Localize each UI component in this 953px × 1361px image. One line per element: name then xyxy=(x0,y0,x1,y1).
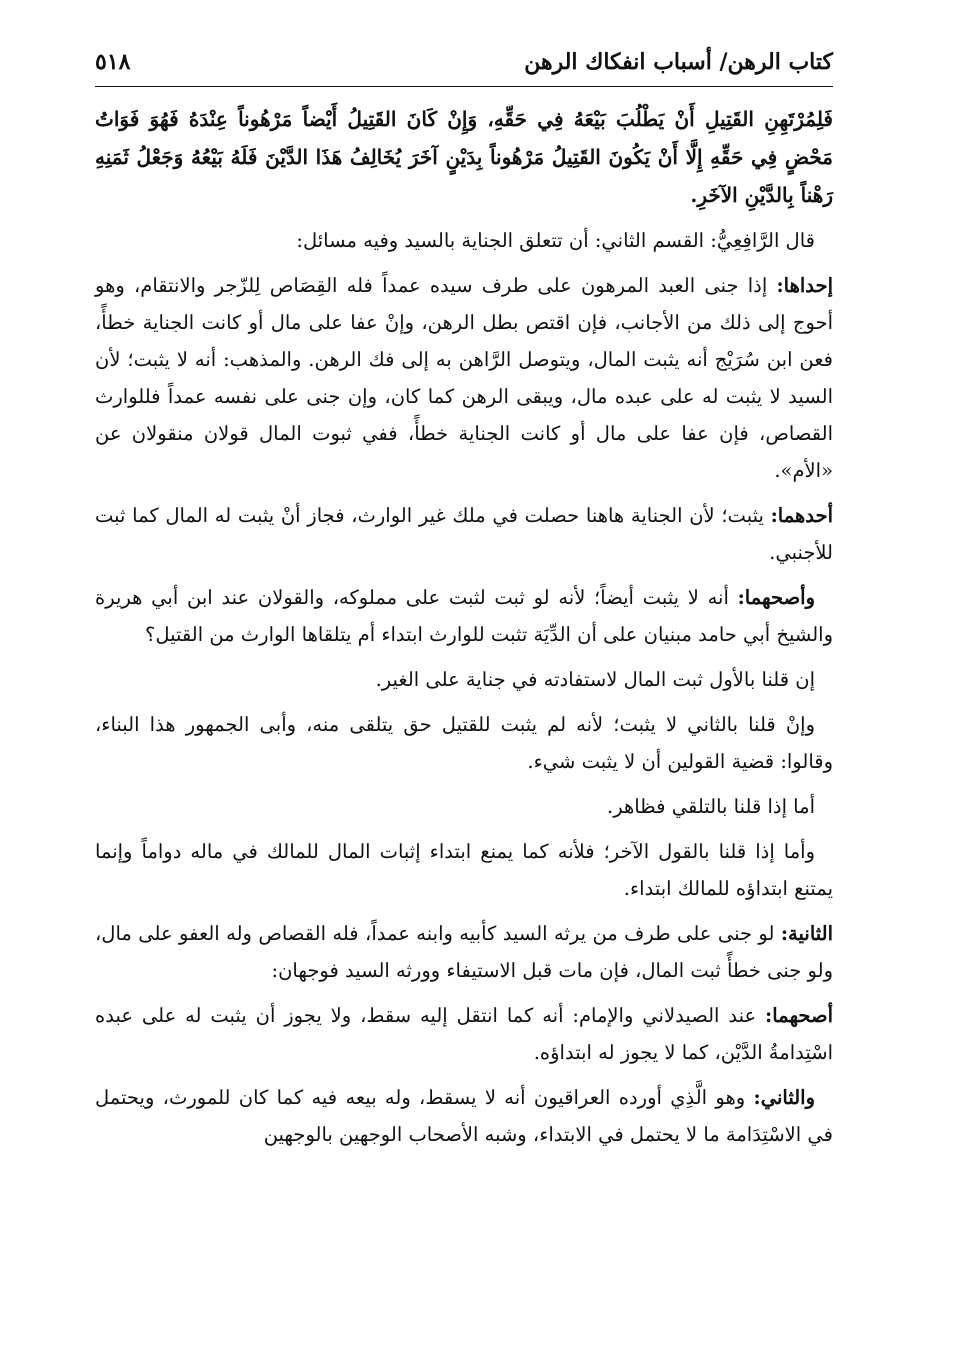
paragraph-text: وإنْ قلنا بالثاني لا يثبت؛ لأنه لم يثبت للقتيل حق يتلقى منه، وأبى الجمهور هذا البناء، وقالوا: قضية القولين أن لا يثبت شيء. xyxy=(95,713,833,773)
paragraph-text: عند الصيدلاني والإمام: أنه كما انتقل إليه سقط، ولا يجوز أن يثبت له على عبده اسْتِدامةُ الدَّيْن، كما لا يجوز له ابتداؤه. xyxy=(95,1004,833,1064)
paragraph xyxy=(95,661,833,698)
paragraph-text: وهو الَّذِي أورده العراقيون أنه لا يسقط، وله بيعه فيه كما كان للمورث، ويحتمل في الاسْتِدَامة ما لا يحتمل في الابتداء، وشبه الأصحاب الوجهين بالوجهين xyxy=(95,1086,833,1146)
paragraph xyxy=(95,222,833,259)
paragraph xyxy=(95,915,833,989)
paragraph xyxy=(95,267,833,489)
paragraph xyxy=(95,788,833,825)
running-title: كتاب الرهن/ أسباب انفكاك الرهن xyxy=(524,49,833,75)
paragraph-lead: أحدهما: xyxy=(770,504,833,527)
paragraph-lead: الثانية: xyxy=(780,922,834,945)
paragraph xyxy=(95,579,833,653)
paragraph-lead: والثاني: xyxy=(753,1086,815,1109)
paragraph xyxy=(95,497,833,571)
paragraph xyxy=(95,997,833,1071)
body-text xyxy=(95,100,833,1161)
quoted-text-paragraph xyxy=(95,100,833,214)
paragraph-text: لو جنى على طرف من يرثه السيد كأبيه وابنه عمداً، فله القصاص وله العفو على مال، ولو جنى خطأً ثبت المال، فإن مات قبل الاستيفاء وورثه السيد فوجهان: xyxy=(95,922,833,982)
paragraph xyxy=(95,706,833,780)
paragraph-lead: وأصحهما: xyxy=(737,586,815,609)
paragraph-text: أنه لا يثبت أيضاً؛ لأنه لو ثبت لثبت على مملوكه، والقولان عند ابن أبي هريرة والشيخ أبي حامد مبنيان على أن الدِّيَة تثبت للوارث ابتداء أم يتلقاها الوارث من القتيل؟ xyxy=(95,586,833,646)
paragraph xyxy=(95,833,833,907)
paragraph-text: أما إذا قلنا بالتلقي فظاهر. xyxy=(607,795,815,818)
page-header xyxy=(95,40,833,84)
paragraph xyxy=(95,1079,833,1153)
paragraph-lead: أصحهما: xyxy=(765,1004,833,1027)
paragraph-text: وأما إذا قلنا بالقول الآخر؛ فلأنه كما يمنع ابتداء إثبات المال للمالك في ماله دواماً وإنما يمتنع ابتداؤه للمالك ابتداء. xyxy=(95,840,833,900)
paragraph-text: إذا جنى العبد المرهون على طرف سيده عمداً فله القِصَاص لِلزّجر والانتقام، وهو أحوج إلى ذلك من الأجانب، فإن اقتص بطل الرهن، وإنْ عفا على مال أو كانت الجناية خطأً، فعن ابن سُرَيْج أنه يثبت المال، ويتوصل الرَّاهن به إلى فك الرهن. والمذهب: أنه لا يثبت؛ لأن السيد لا يثبت له على عبده مال، ويبقى الرهن كما كان، وإن جنى على نفسه عمداً فللوارث القصاص، فإن عفا على مال أو كانت الجناية خطأً، ففي ثبوت المال قولان منقولان عن «الأم». xyxy=(95,274,833,482)
paragraph-lead: إحداها: xyxy=(776,274,833,297)
paragraph-text: إن قلنا بالأول ثبت المال لاستفادته في جناية على الغير. xyxy=(375,668,815,691)
paragraph-text: يثبت؛ لأن الجناية هاهنا حصلت في ملك غير الوارث، فجاز أنْ يثبت له المال كما ثبت للأجنبي. xyxy=(95,504,833,564)
header-rule xyxy=(95,86,833,87)
paragraph-text: فَلِمُرْتَهِنِ القَتِيلِ أَنْ يَطْلُبَ بَيْعَهُ فِي حَقِّهِ، وَإِنْ كَانَ القَتِيلُ أَيْضاً مَرْهُوناً عِنْدَهُ فَهُوَ فَوَاتُ مَحْضٍ فِي حَقِّهِ إِلَّا أَنْ يَكُونَ القَتِيلُ مَرْهُوناً بِدَيْنٍ آخَرَ يُخَالِفُ هَذَا الدَّيْنَ فَلَهُ بَيْعُهُ وَجَعْلُ ثَمَنِهِ رَهْناً بِالدَّيْنِ الآخَرِ. xyxy=(95,107,833,207)
page-number: ٥١٨ xyxy=(95,49,131,75)
paragraph-text: قال الرَّافِعِيُّ: القسم الثاني: أن تتعلق الجناية بالسيد وفيه مسائل: xyxy=(296,229,815,252)
